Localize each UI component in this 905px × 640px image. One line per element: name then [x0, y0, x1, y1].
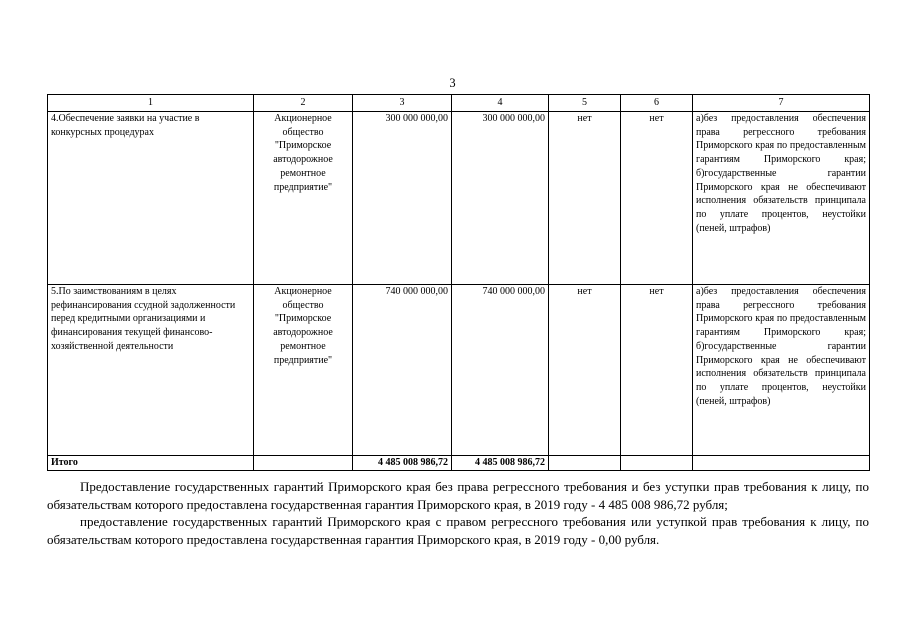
purpose-cell: 4.Обеспечение заявки на участие в конкурсных процедурах [48, 112, 254, 285]
amount-total-cell: 300 000 000,00 [353, 112, 452, 285]
total-label: Итого [48, 456, 254, 471]
column-header: 5 [549, 95, 621, 112]
column-header: 6 [621, 95, 693, 112]
total-amount-year: 4 485 008 986,72 [452, 456, 549, 471]
empty-cell [254, 456, 353, 471]
table-header-row [48, 95, 870, 112]
conditions-cell: а)без предоставления обеспечения права регрессного требования Приморского края по предоставленным гарантиям Приморского края; б)государственные гарантии Приморского края не обеспечивают исполнения обязательств принципала по уплате процентов, неустойки (пеней, штрафов) [693, 285, 870, 456]
empty-cell [549, 456, 621, 471]
column-header: 2 [254, 95, 353, 112]
column-header: 4 [452, 95, 549, 112]
paragraph: предоставление государственных гарантий Приморского края с правом регрессного требования или уступкой прав требования к лицу, по обязательствам которого предоставлена государственная гарантия Приморского края, в 2019 году - 0,00 рубля. [47, 514, 869, 547]
total-amount-total: 4 485 008 986,72 [353, 456, 452, 471]
body-text [47, 478, 869, 548]
empty-cell [621, 456, 693, 471]
column-header: 1 [48, 95, 254, 112]
column-header: 7 [693, 95, 870, 112]
regress-right-cell: нет [549, 112, 621, 285]
table-row [48, 112, 870, 285]
amount-total-cell: 740 000 000,00 [353, 285, 452, 456]
purpose-cell: 5.По заимствованиям в целях рефинансирования ссудной задолженности перед кредитными организациями и финансирования текущей финансово-хозяйственной деятельности [48, 285, 254, 456]
page-number: 3 [449, 76, 456, 90]
guarantees-table [47, 94, 870, 471]
conditions-cell: а)без предоставления обеспечения права регрессного требования Приморского края по предоставленным гарантиям Приморского края; б)государственные гарантии Приморского края не обеспечивают исполнения обязательств принципала по уплате процентов, неустойки (пеней, штрафов) [693, 112, 870, 285]
empty-cell [693, 456, 870, 471]
principal-cell: Акционерное общество "Приморское автодорожное ремонтное предприятие" [254, 285, 353, 456]
table-row [48, 285, 870, 456]
total-row [48, 456, 870, 471]
collateral-cell: нет [621, 285, 693, 456]
regress-right-cell: нет [549, 285, 621, 456]
amount-year-cell: 300 000 000,00 [452, 112, 549, 285]
collateral-cell: нет [621, 112, 693, 285]
paragraph: Предоставление государственных гарантий Приморского края без права регрессного требования и без уступки прав требования к лицу, по обязательствам которого предоставлена государственная гарантия Приморского края, в 2019 году - 4 485 008 986,72 рубля; [47, 479, 869, 512]
principal-cell: Акционерное общество "Приморское автодорожное ремонтное предприятие" [254, 112, 353, 285]
column-header: 3 [353, 95, 452, 112]
amount-year-cell: 740 000 000,00 [452, 285, 549, 456]
